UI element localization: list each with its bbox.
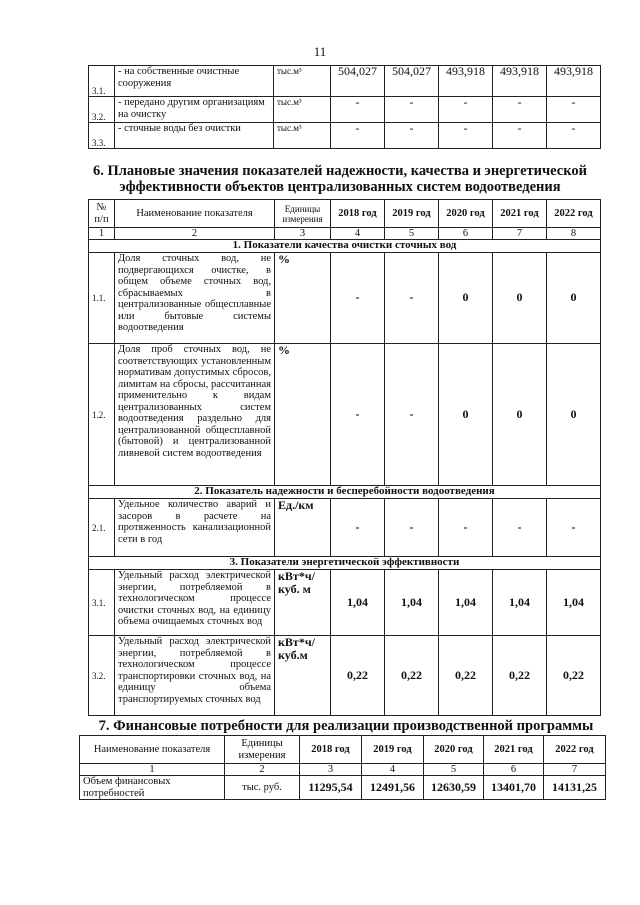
row-unit: тыс.м³ bbox=[274, 97, 331, 123]
indicator-value: - bbox=[331, 344, 385, 486]
column-number: 7 bbox=[544, 764, 606, 776]
table-row bbox=[89, 97, 601, 123]
header-year: 2019 год bbox=[362, 736, 424, 764]
header-name: Наименование показателя bbox=[80, 736, 225, 764]
row-unit: тыс.м³ bbox=[274, 123, 331, 149]
indicator-row bbox=[89, 344, 601, 486]
group-header-row bbox=[89, 486, 601, 499]
indicator-value: - bbox=[331, 253, 385, 344]
group-header-row bbox=[89, 240, 601, 253]
row-number: 3.2. bbox=[89, 636, 115, 716]
indicator-value: 0 bbox=[439, 344, 493, 486]
row-value: - bbox=[493, 123, 547, 149]
indicator-row bbox=[89, 570, 601, 636]
column-number: 5 bbox=[424, 764, 484, 776]
row-value: - bbox=[547, 97, 601, 123]
header-year: 2019 год bbox=[385, 200, 439, 228]
indicator-unit: кВт*ч/ куб. м bbox=[275, 570, 331, 636]
row-value: - bbox=[439, 97, 493, 123]
header-year: 2020 год bbox=[424, 736, 484, 764]
header-name: Наименование показателя bbox=[115, 200, 275, 228]
finance-row-name: Объем финансовых потребностей bbox=[80, 776, 225, 800]
continuation-table bbox=[88, 65, 601, 149]
indicator-name: Доля сточных вод, не подвергающихся очистке, в общем объеме сточных вод, сбрасываемых в централизованные общесплавные или бытовые системы водоотведения bbox=[115, 253, 275, 344]
row-value: 504,027 bbox=[385, 66, 439, 97]
indicator-value: 1,04 bbox=[547, 570, 601, 636]
column-number: 4 bbox=[362, 764, 424, 776]
column-number: 6 bbox=[439, 228, 493, 240]
indicator-value: - bbox=[439, 499, 493, 557]
row-number: 1.2. bbox=[89, 344, 115, 486]
indicator-value: 0 bbox=[547, 344, 601, 486]
header-year: 2022 год bbox=[544, 736, 606, 764]
finance-value: 11295,54 bbox=[300, 776, 362, 800]
row-name: - передано другим организациям на очистку bbox=[115, 97, 274, 123]
indicator-value: 1,04 bbox=[385, 570, 439, 636]
indicator-value: 1,04 bbox=[493, 570, 547, 636]
indicator-unit: Ед./км bbox=[275, 499, 331, 557]
indicator-value: - bbox=[385, 344, 439, 486]
row-name: - на собственные очистные сооружения bbox=[115, 66, 274, 97]
header-year: 2018 год bbox=[300, 736, 362, 764]
row-number: 2.1. bbox=[89, 499, 115, 557]
finance-row-unit: тыс. руб. bbox=[225, 776, 300, 800]
indicator-value: - bbox=[385, 253, 439, 344]
header-year: 2020 год bbox=[439, 200, 493, 228]
column-number: 1 bbox=[80, 764, 225, 776]
section-7-title: 7. Финансовые потребности для реализации производственной программы bbox=[98, 718, 594, 734]
row-value: - bbox=[547, 123, 601, 149]
indicator-value: - bbox=[385, 499, 439, 557]
indicator-row bbox=[89, 253, 601, 344]
row-value: 504,027 bbox=[331, 66, 385, 97]
row-value: - bbox=[439, 123, 493, 149]
indicator-value: 0 bbox=[547, 253, 601, 344]
indicators-table bbox=[88, 199, 601, 716]
group-title: 1. Показатели качества очистки сточных вод bbox=[89, 240, 601, 253]
finance-value: 12491,56 bbox=[362, 776, 424, 800]
row-number: 3.1. bbox=[89, 66, 115, 97]
indicator-value: 0,22 bbox=[331, 636, 385, 716]
row-unit: тыс.м³ bbox=[274, 66, 331, 97]
column-number: 5 bbox=[385, 228, 439, 240]
column-number: 3 bbox=[275, 228, 331, 240]
header-unit: Единицы измерения bbox=[275, 200, 331, 228]
page-number: 11 bbox=[313, 44, 327, 59]
row-value: - bbox=[331, 97, 385, 123]
row-value: 493,918 bbox=[493, 66, 547, 97]
indicator-value: 0 bbox=[493, 344, 547, 486]
row-value: 493,918 bbox=[439, 66, 493, 97]
row-value: - bbox=[493, 97, 547, 123]
header-year: 2018 год bbox=[331, 200, 385, 228]
row-value: - bbox=[331, 123, 385, 149]
header-year: 2021 год bbox=[493, 200, 547, 228]
finance-value: 13401,70 bbox=[484, 776, 544, 800]
indicator-value: 0,22 bbox=[439, 636, 493, 716]
finance-value: 12630,59 bbox=[424, 776, 484, 800]
indicator-value: 1,04 bbox=[331, 570, 385, 636]
header-unit: Единицы измерения bbox=[225, 736, 300, 764]
indicator-value: 0 bbox=[439, 253, 493, 344]
group-title: 3. Показатели энергетической эффективности bbox=[89, 557, 601, 570]
indicator-unit: кВт*ч/ куб.м bbox=[275, 636, 331, 716]
indicator-value: 0 bbox=[493, 253, 547, 344]
header-num: № п/п bbox=[89, 200, 115, 228]
indicator-value: 0,22 bbox=[547, 636, 601, 716]
indicator-value: - bbox=[331, 499, 385, 557]
finance-table bbox=[79, 735, 606, 800]
table-row bbox=[89, 123, 601, 149]
row-value: - bbox=[385, 123, 439, 149]
indicator-value: 0,22 bbox=[385, 636, 439, 716]
column-number: 2 bbox=[225, 764, 300, 776]
section-6-title: 6. Плановые значения показателей надежности, качества и энергетической эффективности объектов централизованных систем водоотведения bbox=[93, 163, 587, 195]
indicator-value: - bbox=[547, 499, 601, 557]
row-number: 3.2. bbox=[89, 97, 115, 123]
indicator-value: - bbox=[493, 499, 547, 557]
indicator-row bbox=[89, 499, 601, 557]
group-title: 2. Показатель надежности и бесперебойности водоотведения bbox=[89, 486, 601, 499]
row-value: - bbox=[385, 97, 439, 123]
row-number: 3.1. bbox=[89, 570, 115, 636]
indicator-name: Удельный расход электрической энергии, потребляемой в технологическом процессе транспортировки сточных вод, на единицу объема транспортируемых сточных вод bbox=[115, 636, 275, 716]
indicator-row bbox=[89, 636, 601, 716]
indicator-name: Удельное количество аварий и засоров в расчете на протяженность канализационной сети в год bbox=[115, 499, 275, 557]
column-number: 7 bbox=[493, 228, 547, 240]
column-number: 6 bbox=[484, 764, 544, 776]
column-number: 3 bbox=[300, 764, 362, 776]
column-number: 2 bbox=[115, 228, 275, 240]
column-number: 4 bbox=[331, 228, 385, 240]
header-year: 2021 год bbox=[484, 736, 544, 764]
indicator-unit: % bbox=[275, 344, 331, 486]
row-number: 3.3. bbox=[89, 123, 115, 149]
column-number: 1 bbox=[89, 228, 115, 240]
indicator-unit: % bbox=[275, 253, 331, 344]
indicator-value: 1,04 bbox=[439, 570, 493, 636]
indicator-name: Доля проб сточных вод, не соответствующих установленным нормативам допустимых сбросов, лимитам на сбросы, рассчитанная применительно к видам централизованных систем водоотведения раздельно для централизованной общесплавной (бытовой) и централизованной ливневой систем водоотведения bbox=[115, 344, 275, 486]
indicator-name: Удельный расход электрической энергии, потребляемой в технологическом процессе очистки сточных вод, на единицу объема очищаемых сточных вод bbox=[115, 570, 275, 636]
finance-value: 14131,25 bbox=[544, 776, 606, 800]
table-row bbox=[89, 66, 601, 97]
row-name: - сточные воды без очистки bbox=[115, 123, 274, 149]
header-year: 2022 год bbox=[547, 200, 601, 228]
row-number: 1.1. bbox=[89, 253, 115, 344]
row-value: 493,918 bbox=[547, 66, 601, 97]
column-number: 8 bbox=[547, 228, 601, 240]
indicator-value: 0,22 bbox=[493, 636, 547, 716]
group-header-row bbox=[89, 557, 601, 570]
